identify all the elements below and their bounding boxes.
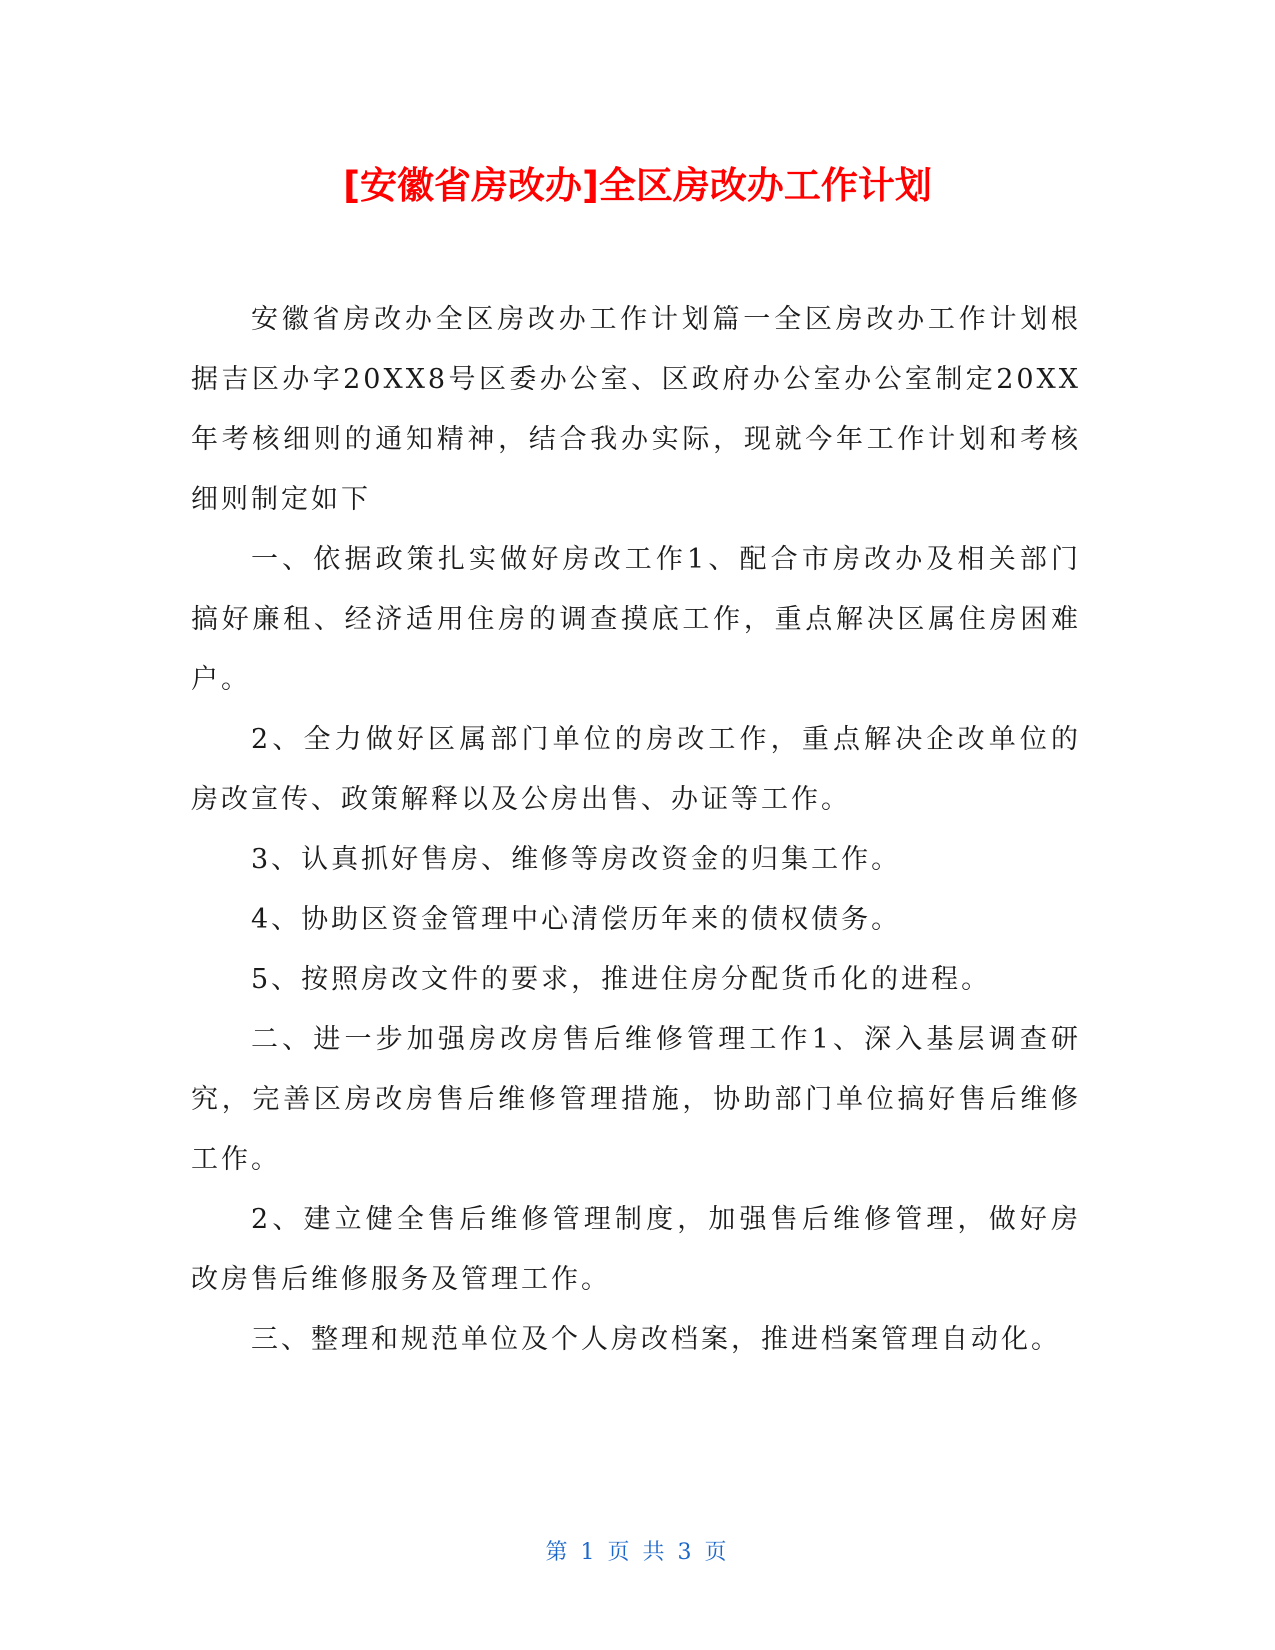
paragraph-4: 3、认真抓好售房、维修等房改资金的归集工作。: [251, 844, 902, 875]
paragraph-5: 4、协助区资金管理中心清偿历年来的债权债务。: [251, 904, 902, 935]
paragraph-7: 二、进一步加强房改房售后维修管理工作1、深入基层调查研究，完善区房改房售后维修管理措施，协助部门单位搞好售后维修工作。: [191, 1024, 1081, 1175]
paragraph-9: 三、整理和规范单位及个人房改档案，推进档案管理自动化。: [251, 1324, 1061, 1355]
document-body: [191, 290, 1081, 1370]
paragraph-1: 安徽省房改办全区房改办工作计划篇一全区房改办工作计划根据吉区办字20XX8号区委办公室、区政府办公室办公室制定20XX年考核细则的通知精神，结合我办实际，现就今年工作计划和考核细则制定如下: [191, 304, 1081, 515]
paragraph-8: 2、建立健全售后维修管理制度，加强售后维修管理，做好房改房售后维修服务及管理工作。: [191, 1204, 1081, 1295]
document-title: [安徽省房改办]全区房改办工作计划: [343, 164, 932, 207]
paragraph-3: 2、全力做好区属部门单位的房改工作，重点解决企改单位的房改宣传、政策解释以及公房出售、办证等工作。: [191, 724, 1081, 815]
page-number-footer: 第 1 页 共 3 页: [545, 1540, 730, 1565]
paragraph-2: 一、依据政策扎实做好房改工作1、配合市房改办及相关部门搞好廉租、经济适用住房的调查摸底工作，重点解决区属住房困难户。: [191, 544, 1081, 695]
paragraph-6: 5、按照房改文件的要求，推进住房分配货币化的进程。: [251, 964, 992, 995]
